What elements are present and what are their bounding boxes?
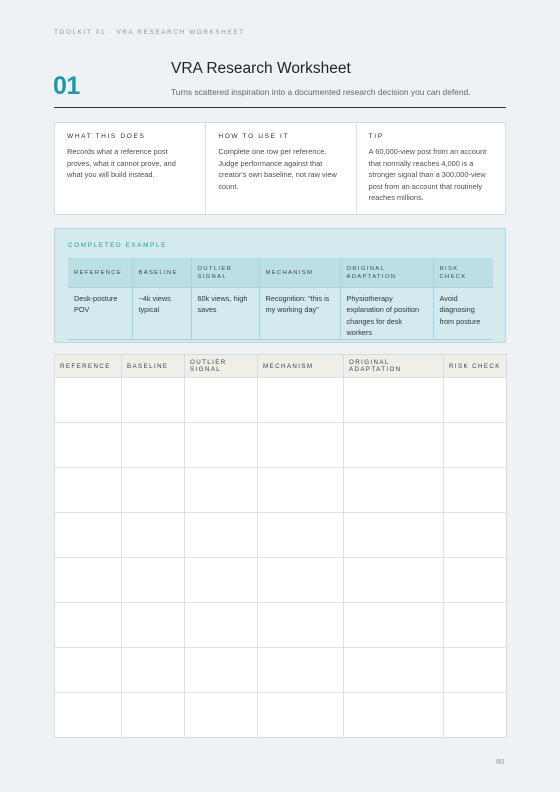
worksheet-cell-risk-check[interactable] [444, 513, 507, 558]
example-cell-mechanism: Recognition: "this is my working day" [259, 288, 340, 340]
worksheet-cell-original-adaptation[interactable] [344, 468, 444, 513]
worksheet-cell-outlier-signal[interactable] [185, 693, 258, 738]
worksheet-cell-baseline[interactable] [122, 423, 185, 468]
example-label: COMPLETED EXAMPLE [68, 242, 167, 249]
worksheet-cell-reference[interactable] [55, 603, 122, 648]
worksheet-cell-risk-check[interactable] [444, 648, 507, 693]
example-cell-risk-check: Avoid diagnosing from posture [433, 288, 493, 340]
worksheet-col-baseline: BASELINE [122, 355, 185, 378]
example-col-reference: REFERENCE [68, 258, 132, 288]
worksheet-cell-outlier-signal[interactable] [185, 423, 258, 468]
example-col-mechanism: MECHANISM [259, 258, 340, 288]
example-col-original-adaptation: ORIGINAL ADAPTATION [340, 258, 433, 288]
worksheet-row [55, 693, 507, 738]
worksheet-cell-reference[interactable] [55, 693, 122, 738]
worksheet-col-risk-check: RISK CHECK [444, 355, 507, 378]
worksheet-cell-outlier-signal[interactable] [185, 648, 258, 693]
info-what-this-does [55, 123, 205, 214]
info-heading: HOW TO USE IT [218, 133, 290, 140]
title-rule [54, 107, 506, 108]
worksheet-cell-mechanism[interactable] [258, 693, 344, 738]
worksheet-cell-reference[interactable] [55, 468, 122, 513]
info-panel [54, 122, 506, 215]
worksheet-cell-mechanism[interactable] [258, 648, 344, 693]
worksheet-cell-baseline[interactable] [122, 468, 185, 513]
worksheet-row [55, 648, 507, 693]
worksheet-cell-original-adaptation[interactable] [344, 693, 444, 738]
worksheet-cell-risk-check[interactable] [444, 558, 507, 603]
worksheet-table [54, 354, 507, 738]
info-body: Records what a reference post proves, what it cannot prove, and what you will build instead. [67, 147, 176, 179]
info-heading: TIP [368, 133, 384, 140]
worksheet-cell-mechanism[interactable] [258, 378, 344, 423]
worksheet-cell-baseline[interactable] [122, 378, 185, 423]
worksheet-cell-risk-check[interactable] [444, 603, 507, 648]
worksheet-col-original-adaptation: ORIGINAL ADAPTATION [344, 355, 444, 378]
worksheet-cell-risk-check[interactable] [444, 423, 507, 468]
worksheet-cell-risk-check[interactable] [444, 693, 507, 738]
worksheet-row [55, 603, 507, 648]
example-table [68, 258, 493, 340]
info-body: A 60,000-view post from an account that normally reaches 4,000 is a stronger signal than a 300,000-view post from an account that routinely reaches millions. [368, 147, 487, 202]
info-how-to-use [205, 123, 355, 214]
page-number: 80 [496, 757, 505, 766]
worksheet-cell-mechanism[interactable] [258, 558, 344, 603]
worksheet-row [55, 378, 507, 423]
example-header-row [68, 258, 493, 288]
worksheet-cell-mechanism[interactable] [258, 423, 344, 468]
example-col-outlier-signal: OUTLIER SIGNAL [191, 258, 259, 288]
example-col-baseline: BASELINE [132, 258, 191, 288]
worksheet-cell-baseline[interactable] [122, 513, 185, 558]
example-cell-baseline: ~4k views typical [132, 288, 191, 340]
worksheet-cell-baseline[interactable] [122, 693, 185, 738]
worksheet-cell-mechanism[interactable] [258, 513, 344, 558]
worksheet-col-reference: REFERENCE [55, 355, 122, 378]
worksheet-row [55, 423, 507, 468]
worksheet-cell-baseline[interactable] [122, 558, 185, 603]
worksheet-cell-outlier-signal[interactable] [185, 468, 258, 513]
worksheet-cell-risk-check[interactable] [444, 378, 507, 423]
worksheet-header-row [55, 355, 507, 378]
info-heading: WHAT THIS DOES [67, 133, 146, 140]
worksheet-cell-original-adaptation[interactable] [344, 513, 444, 558]
worksheet-cell-mechanism[interactable] [258, 603, 344, 648]
example-col-risk-check: RISK CHECK [433, 258, 493, 288]
worksheet-cell-outlier-signal[interactable] [185, 378, 258, 423]
worksheet-body [55, 378, 507, 738]
worksheet-cell-risk-check[interactable] [444, 468, 507, 513]
info-tip [356, 123, 505, 214]
page-subtitle: Turns scattered inspiration into a documented research decision you can defend. [171, 87, 471, 97]
worksheet-row [55, 558, 507, 603]
worksheet-cell-mechanism[interactable] [258, 468, 344, 513]
worksheet-row [55, 513, 507, 558]
header-kicker: TOOLKIT 01 · VRA RESEARCH WORKSHEET [54, 29, 245, 36]
example-cell-outlier-signal: 60k views, high saves [191, 288, 259, 340]
completed-example [54, 228, 506, 343]
worksheet-cell-original-adaptation[interactable] [344, 648, 444, 693]
worksheet-row [55, 468, 507, 513]
worksheet-cell-reference[interactable] [55, 513, 122, 558]
worksheet-cell-baseline[interactable] [122, 648, 185, 693]
worksheet-cell-original-adaptation[interactable] [344, 558, 444, 603]
worksheet-cell-reference[interactable] [55, 378, 122, 423]
worksheet-cell-baseline[interactable] [122, 603, 185, 648]
example-cell-original-adaptation: Physiotherapy explanation of position changes for desk workers [340, 288, 433, 340]
example-cell-reference: Desk-posture POV [68, 288, 132, 340]
worksheet-cell-original-adaptation[interactable] [344, 423, 444, 468]
worksheet-col-outlier-signal: OUTLIER SIGNAL [185, 355, 258, 378]
worksheet-col-mechanism: MECHANISM [258, 355, 344, 378]
worksheet-cell-outlier-signal[interactable] [185, 558, 258, 603]
section-number: 01 [53, 72, 80, 100]
worksheet-cell-outlier-signal[interactable] [185, 603, 258, 648]
worksheet-cell-reference[interactable] [55, 423, 122, 468]
page-title: VRA Research Worksheet [171, 60, 351, 77]
worksheet-cell-reference[interactable] [55, 558, 122, 603]
worksheet-cell-original-adaptation[interactable] [344, 378, 444, 423]
example-row [68, 288, 493, 340]
worksheet-cell-original-adaptation[interactable] [344, 603, 444, 648]
worksheet-cell-outlier-signal[interactable] [185, 513, 258, 558]
worksheet-cell-reference[interactable] [55, 648, 122, 693]
info-body: Complete one row per reference. Judge performance against that creator's own baseline, not raw view count. [218, 147, 337, 191]
